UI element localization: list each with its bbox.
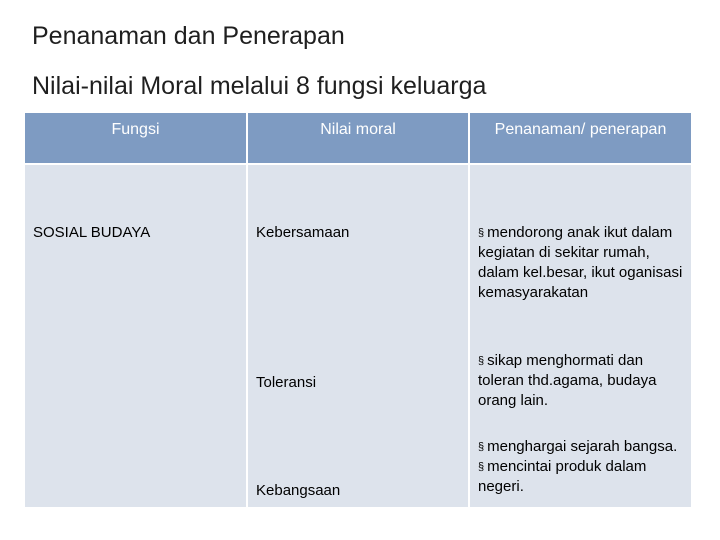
bullet-icon: § bbox=[478, 441, 485, 453]
nilai-kebersamaan: Kebersamaan bbox=[256, 224, 350, 241]
cell-penanaman bbox=[469, 164, 691, 507]
penerapan-item bbox=[478, 223, 683, 303]
bullet-icon: § bbox=[478, 461, 485, 473]
values-table bbox=[25, 113, 691, 507]
penerapan-text-3: menghargai sejarah bangsa. bbox=[487, 438, 678, 455]
cell-fungsi bbox=[25, 164, 247, 507]
penerapan-text-4: mencintai produk dalam negeri. bbox=[478, 458, 647, 495]
bullet-icon: § bbox=[478, 355, 485, 367]
penerapan-item bbox=[478, 351, 683, 411]
nilai-toleransi: Toleransi bbox=[256, 374, 317, 391]
table-row bbox=[25, 164, 691, 507]
penerapan-text-2: sikap menghormati dan toleran thd.agama, budaya orang lain. bbox=[478, 352, 657, 409]
penerapan-item bbox=[478, 437, 683, 497]
fungsi-value: SOSIAL BUDAYA bbox=[33, 224, 151, 241]
slide-title-line1: Penanaman dan Penerapan bbox=[32, 22, 345, 50]
table-header-row bbox=[25, 113, 691, 164]
cell-nilai-moral bbox=[247, 164, 469, 507]
penerapan-text-1: mendorong anak ikut dalam kegiatan di sekitar rumah, dalam kel.besar, ikut oganisasi kemasyarakatan bbox=[478, 224, 683, 301]
header-penanaman: Penanaman/ penerapan bbox=[469, 113, 691, 164]
nilai-kebangsaan: Kebangsaan bbox=[256, 482, 341, 499]
slide-title-line2: Nilai-nilai Moral melalui 8 fungsi keluarga bbox=[32, 72, 487, 100]
header-fungsi: Fungsi bbox=[25, 113, 247, 164]
bullet-icon: § bbox=[478, 227, 485, 239]
header-nilai-moral: Nilai moral bbox=[247, 113, 469, 164]
